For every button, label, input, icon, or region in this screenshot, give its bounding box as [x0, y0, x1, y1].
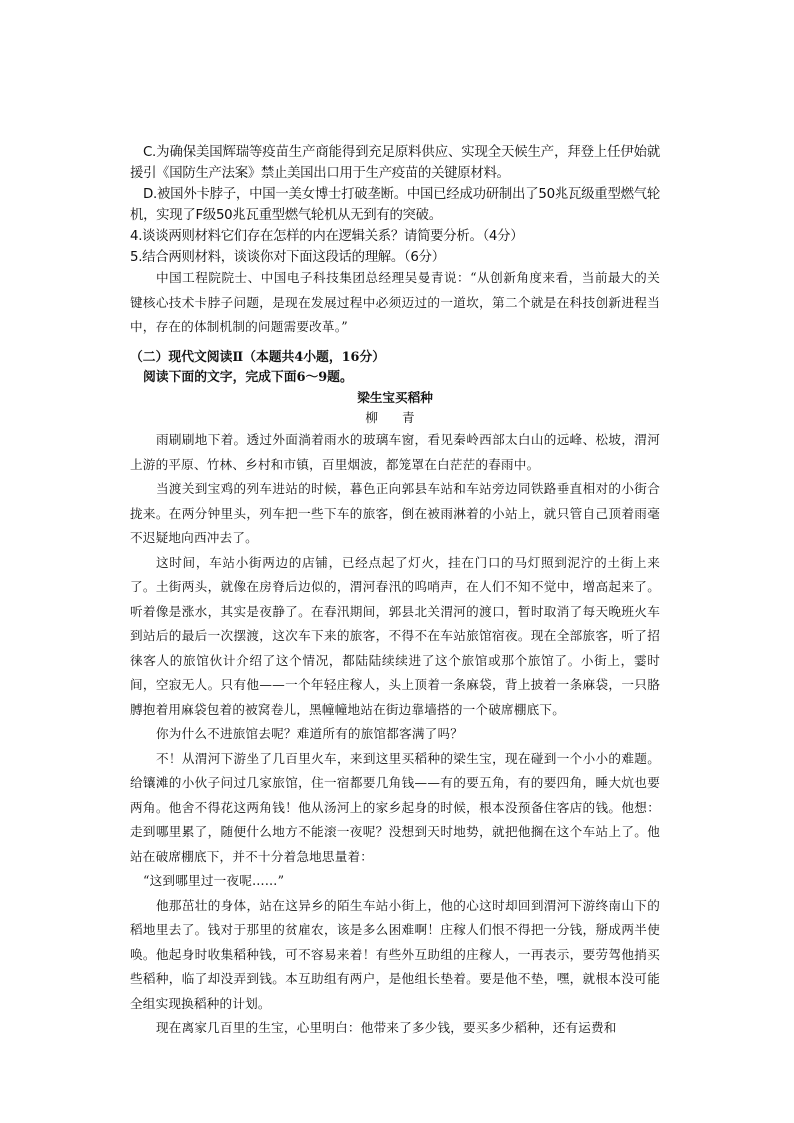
article-body	[130, 428, 660, 1041]
article-paragraph: 当渡关到宝鸡的列车进站的时候，暮色正向郭县车站和车站旁边同铁路垂直相对的小街合拢来。在两分钟里头，列车把一些下车的旅客，倒在被雨淋着的小站上，就只管自己顶着雨毫不迟疑地向西冲去了。	[130, 481, 660, 545]
article-author-text: 柳 青	[365, 410, 425, 425]
section-instruction	[143, 368, 673, 387]
article-title-text: 梁生宝买稻种	[357, 390, 433, 405]
article-paragraph: 这时间，车站小街两边的店铺，已经点起了灯火，挂在门口的马灯照到泥泞的土街上来了。土街两头，就像在房脊后边似的，渭河春汛的呜哨声，在人们不知不觉中，增高起来了。听着像是涨水，其实是夜静了。在春汛期间，郭县北关渭河的渡口，暂时取消了每天晚班火车到站后的最后一次摆渡，这次车下来的旅客，不得不在车站旅馆宿夜。现在全部旅客，听了招徕客人的旅馆伙计介绍了这个情况，都陆陆续续进了这个旅馆或那个旅馆了。小街上，霎时间，空寂无人。只有他——一个年轻庄稼人，头上顶着一条麻袋，背上披着一条麻袋，一只胳膊抱着用麻袋包着的被窝卷儿，黑幢幢地站在街边靠墙搭的一个破席棚底下。	[130, 554, 660, 717]
article-paragraph: 不！从渭河下游坐了几百里火车，来到这里买稻种的梁生宝，现在碰到一个小小的难题。给镶滩的小伙子问过几家旅馆，住一宿都要几角钱——有的要五角，有的要四角，睡大炕也要两角。他舍不得花这两角钱！他从汤河上的家乡起身的时候，根本没预备住客店的钱。他想：走到哪里累了，随便什么地方不能滚一夜呢？没想到天时地势，就把他搁在这个车站上了。他站在破席棚底下，并不十分着急地思量着：	[130, 750, 660, 864]
article-title	[130, 388, 660, 408]
article-paragraph: “这到哪里过一夜呢……”	[143, 873, 285, 888]
article-paragraph: 现在离家几百里的生宝，心里明白：他带来了多少钱，要买多少稻种，还有运费和	[156, 1020, 617, 1035]
section-heading	[130, 348, 660, 367]
option-c-text: C.为确保美国辉瑞等疫苗生产商能得到充足原料供应、实现全天候生产，拜登上任伊始就援引《国防生产法案》禁止美国出口用于生产疫苗的关键原材料。	[130, 145, 660, 181]
article-paragraph: 雨刷刷地下着。透过外面淌着雨水的玻璃车窗，看见秦岭西部太白山的远峰、松坡，渭河上游的平原、竹林、乡村和市镇，百里烟波，都笼罩在白茫茫的春雨中。	[130, 432, 660, 472]
option-d	[130, 184, 660, 226]
option-d-text: D.被国外卡脖子，中国一美女博士打破垄断。中国已经成功研制出了50兆瓦级重型燃气轮机，实现了F级50兆瓦重型燃气轮机从无到有的突破。	[130, 187, 660, 223]
quote-text: 中国工程院院士、中国电子科技集团总经理吴曼青说：“从创新角度来看，当前最大的关键核心技术卡脖子问题，是现在发展过程中必须迈过的一道坎，第二个就是在科技创新进程当中，存在的体制机制的问题需要改革。”	[130, 270, 660, 334]
section-heading-text: （二）现代文阅读Ⅱ（本题共4小题，16分）	[130, 350, 386, 365]
section-instruction-text: 阅读下面的文字，完成下面6～9题。	[143, 370, 353, 385]
question-5-text: 5.结合两则材料，谈谈你对下面这段话的理解。（6分）	[130, 250, 445, 265]
option-c	[130, 142, 660, 184]
question-4-text: 4.谈谈两则材料它们存在怎样的内在逻辑关系？请简要分析。（4分）	[130, 229, 524, 244]
question-5	[130, 247, 660, 268]
article-author	[130, 408, 660, 428]
article-paragraph: 你为什么不进旅馆去呢？难道所有的旅馆都客满了吗？	[156, 726, 464, 741]
question-4	[130, 226, 660, 247]
quote-block	[130, 266, 660, 340]
article-paragraph: 他那茁壮的身体，站在这异乡的陌生车站小街上，他的心这时却回到渭河下游终南山下的稻地里去了。钱对于那里的贫雇农，该是多么困难啊！庄稼人们恨不得把一分钱，掰成两半使唤。他起身时收集稻种钱，可不容易来着！有些外互助组的庄稼人，一再表示，要劳驾他捎买些稻种，临了却没弄到钱。本互助组有两户，是他组长垫着。要是他不垫，嘿，就根本没可能全组实现换稻种的计划。	[130, 897, 660, 1011]
